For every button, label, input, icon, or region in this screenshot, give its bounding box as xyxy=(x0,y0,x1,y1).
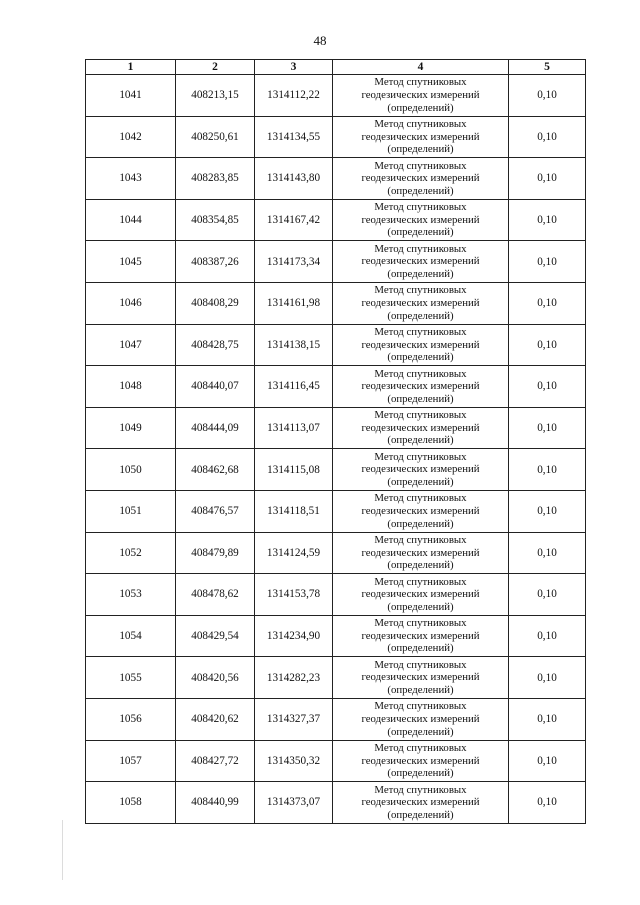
method-cell xyxy=(333,199,509,241)
method-line: Метод спутниковых xyxy=(374,783,467,796)
table-body xyxy=(86,75,586,824)
method-line: (определений) xyxy=(387,184,454,197)
method-line: геодезических измерений xyxy=(361,255,480,268)
method-cell xyxy=(333,782,509,824)
point-number-cell: 1044 xyxy=(86,199,176,241)
x-coordinate-cell: 408283,85 xyxy=(176,158,255,200)
point-number-cell: 1053 xyxy=(86,574,176,616)
method-cell xyxy=(333,116,509,158)
table-row xyxy=(86,490,586,532)
method-cell xyxy=(333,324,509,366)
table-row xyxy=(86,199,586,241)
table-row xyxy=(86,657,586,699)
table-row xyxy=(86,532,586,574)
method-line: геодезических измерений xyxy=(361,213,480,226)
point-number-cell: 1058 xyxy=(86,782,176,824)
point-number-cell: 1051 xyxy=(86,490,176,532)
method-line: (определений) xyxy=(387,808,454,821)
y-coordinate-cell: 1314134,55 xyxy=(255,116,333,158)
table-row xyxy=(86,282,586,324)
method-line: (определений) xyxy=(387,101,454,114)
y-coordinate-cell: 1314138,15 xyxy=(255,324,333,366)
x-coordinate-cell: 408462,68 xyxy=(176,449,255,491)
error-cell: 0,10 xyxy=(509,366,586,408)
method-line: Метод спутниковых xyxy=(374,533,467,546)
y-coordinate-cell: 1314118,51 xyxy=(255,490,333,532)
point-number-cell: 1043 xyxy=(86,158,176,200)
method-cell xyxy=(333,407,509,449)
point-number-cell: 1050 xyxy=(86,449,176,491)
x-coordinate-cell: 408250,61 xyxy=(176,116,255,158)
method-line: Метод спутниковых xyxy=(374,409,467,422)
method-line: геодезических измерений xyxy=(361,629,480,642)
header-col-5: 5 xyxy=(509,60,586,75)
method-line: Метод спутниковых xyxy=(374,617,467,630)
y-coordinate-cell: 1314116,45 xyxy=(255,366,333,408)
header-col-3: 3 xyxy=(255,60,333,75)
y-coordinate-cell: 1314173,34 xyxy=(255,241,333,283)
x-coordinate-cell: 408440,07 xyxy=(176,366,255,408)
y-coordinate-cell: 1314327,37 xyxy=(255,698,333,740)
x-coordinate-cell: 408479,89 xyxy=(176,532,255,574)
method-line: Метод спутниковых xyxy=(374,367,467,380)
coordinates-table-container xyxy=(85,59,585,824)
method-line: геодезических измерений xyxy=(361,588,480,601)
method-cell xyxy=(333,241,509,283)
method-cell xyxy=(333,698,509,740)
y-coordinate-cell: 1314153,78 xyxy=(255,574,333,616)
method-line: (определений) xyxy=(387,683,454,696)
x-coordinate-cell: 408408,29 xyxy=(176,282,255,324)
x-coordinate-cell: 408420,62 xyxy=(176,698,255,740)
method-line: геодезических измерений xyxy=(361,712,480,725)
x-coordinate-cell: 408440,99 xyxy=(176,782,255,824)
method-cell xyxy=(333,574,509,616)
header-col-1: 1 xyxy=(86,60,176,75)
method-line: Метод спутниковых xyxy=(374,201,467,214)
page-number: 48 xyxy=(313,33,327,48)
y-coordinate-cell: 1314373,07 xyxy=(255,782,333,824)
x-coordinate-cell: 408428,75 xyxy=(176,324,255,366)
x-coordinate-cell: 408354,85 xyxy=(176,199,255,241)
method-line: (определений) xyxy=(387,600,454,613)
error-cell: 0,10 xyxy=(509,740,586,782)
table-row xyxy=(86,782,586,824)
y-coordinate-cell: 1314282,23 xyxy=(255,657,333,699)
y-coordinate-cell: 1314143,80 xyxy=(255,158,333,200)
point-number-cell: 1049 xyxy=(86,407,176,449)
point-number-cell: 1056 xyxy=(86,698,176,740)
header-col-2: 2 xyxy=(176,60,255,75)
method-line: (определений) xyxy=(387,517,454,530)
method-line: (определений) xyxy=(387,267,454,280)
error-cell: 0,10 xyxy=(509,532,586,574)
error-cell: 0,10 xyxy=(509,490,586,532)
method-line: Метод спутниковых xyxy=(374,284,467,297)
method-line: Метод спутниковых xyxy=(374,741,467,754)
method-cell xyxy=(333,490,509,532)
method-cell xyxy=(333,657,509,699)
table-row xyxy=(86,241,586,283)
point-number-cell: 1055 xyxy=(86,657,176,699)
error-cell: 0,10 xyxy=(509,241,586,283)
y-coordinate-cell: 1314113,07 xyxy=(255,407,333,449)
method-line: (определений) xyxy=(387,559,454,572)
point-number-cell: 1054 xyxy=(86,615,176,657)
error-cell: 0,10 xyxy=(509,116,586,158)
method-cell xyxy=(333,75,509,117)
y-coordinate-cell: 1314112,22 xyxy=(255,75,333,117)
table-header xyxy=(86,60,586,75)
method-line: геодезических измерений xyxy=(361,671,480,684)
table-row xyxy=(86,366,586,408)
method-line: геодезических измерений xyxy=(361,172,480,185)
error-cell: 0,10 xyxy=(509,574,586,616)
x-coordinate-cell: 408429,54 xyxy=(176,615,255,657)
x-coordinate-cell: 408476,57 xyxy=(176,490,255,532)
x-coordinate-cell: 408420,56 xyxy=(176,657,255,699)
method-cell xyxy=(333,282,509,324)
table-row xyxy=(86,75,586,117)
header-col-4: 4 xyxy=(333,60,509,75)
method-line: (определений) xyxy=(387,434,454,447)
error-cell: 0,10 xyxy=(509,698,586,740)
table-row xyxy=(86,615,586,657)
method-cell xyxy=(333,449,509,491)
method-cell xyxy=(333,740,509,782)
coordinates-table xyxy=(85,59,586,824)
method-line: геодезических измерений xyxy=(361,89,480,101)
error-cell: 0,10 xyxy=(509,407,586,449)
method-line: (определений) xyxy=(387,351,454,364)
y-coordinate-cell: 1314124,59 xyxy=(255,532,333,574)
point-number-cell: 1042 xyxy=(86,116,176,158)
y-coordinate-cell: 1314167,42 xyxy=(255,199,333,241)
table-row xyxy=(86,407,586,449)
x-coordinate-cell: 408444,09 xyxy=(176,407,255,449)
method-line: Метод спутниковых xyxy=(374,242,467,255)
method-line: геодезических измерений xyxy=(361,380,480,393)
method-line: (определений) xyxy=(387,642,454,655)
method-line: геодезических измерений xyxy=(361,338,480,351)
method-line: Метод спутниковых xyxy=(374,118,467,130)
method-line: геодезических измерений xyxy=(361,546,480,559)
method-line: (определений) xyxy=(387,767,454,780)
error-cell: 0,10 xyxy=(509,615,586,657)
error-cell: 0,10 xyxy=(509,324,586,366)
method-line: Метод спутниковых xyxy=(374,700,467,713)
table-row xyxy=(86,158,586,200)
table-row xyxy=(86,740,586,782)
y-coordinate-cell: 1314115,08 xyxy=(255,449,333,491)
table-row xyxy=(86,449,586,491)
x-coordinate-cell: 408427,72 xyxy=(176,740,255,782)
method-line: (определений) xyxy=(387,309,454,322)
method-line: Метод спутниковых xyxy=(374,76,467,89)
method-cell xyxy=(333,615,509,657)
error-cell: 0,10 xyxy=(509,782,586,824)
method-line: (определений) xyxy=(387,143,454,156)
error-cell: 0,10 xyxy=(509,657,586,699)
error-cell: 0,10 xyxy=(509,449,586,491)
point-number-cell: 1041 xyxy=(86,75,176,117)
y-coordinate-cell: 1314350,32 xyxy=(255,740,333,782)
method-line: геодезических измерений xyxy=(361,130,480,143)
error-cell: 0,10 xyxy=(509,282,586,324)
method-line: (определений) xyxy=(387,475,454,488)
method-line: геодезических измерений xyxy=(361,463,480,476)
table-row xyxy=(86,698,586,740)
point-number-cell: 1047 xyxy=(86,324,176,366)
method-line: Метод спутниковых xyxy=(374,450,467,463)
method-line: Метод спутниковых xyxy=(374,159,467,172)
table-row xyxy=(86,116,586,158)
method-line: Метод спутниковых xyxy=(374,575,467,588)
method-line: геодезических измерений xyxy=(361,504,480,517)
table-row xyxy=(86,574,586,616)
y-coordinate-cell: 1314161,98 xyxy=(255,282,333,324)
method-line: (определений) xyxy=(387,226,454,239)
x-coordinate-cell: 408478,62 xyxy=(176,574,255,616)
method-cell xyxy=(333,158,509,200)
method-line: Метод спутниковых xyxy=(374,492,467,505)
method-cell xyxy=(333,532,509,574)
scan-edge-line xyxy=(62,820,63,880)
error-cell: 0,10 xyxy=(509,158,586,200)
point-number-cell: 1048 xyxy=(86,366,176,408)
point-number-cell: 1052 xyxy=(86,532,176,574)
method-line: геодезических измерений xyxy=(361,421,480,434)
header-row xyxy=(86,60,586,75)
method-line: геодезических измерений xyxy=(361,754,480,767)
point-number-cell: 1057 xyxy=(86,740,176,782)
point-number-cell: 1046 xyxy=(86,282,176,324)
table-row xyxy=(86,324,586,366)
error-cell: 0,10 xyxy=(509,75,586,117)
method-line: (определений) xyxy=(387,392,454,405)
method-line: геодезических измерений xyxy=(361,796,480,809)
error-cell: 0,10 xyxy=(509,199,586,241)
x-coordinate-cell: 408387,26 xyxy=(176,241,255,283)
x-coordinate-cell: 408213,15 xyxy=(176,75,255,117)
y-coordinate-cell: 1314234,90 xyxy=(255,615,333,657)
method-line: (определений) xyxy=(387,725,454,738)
method-line: геодезических измерений xyxy=(361,296,480,309)
point-number-cell: 1045 xyxy=(86,241,176,283)
method-line: Метод спутниковых xyxy=(374,658,467,671)
method-line: Метод спутниковых xyxy=(374,325,467,338)
method-cell xyxy=(333,366,509,408)
